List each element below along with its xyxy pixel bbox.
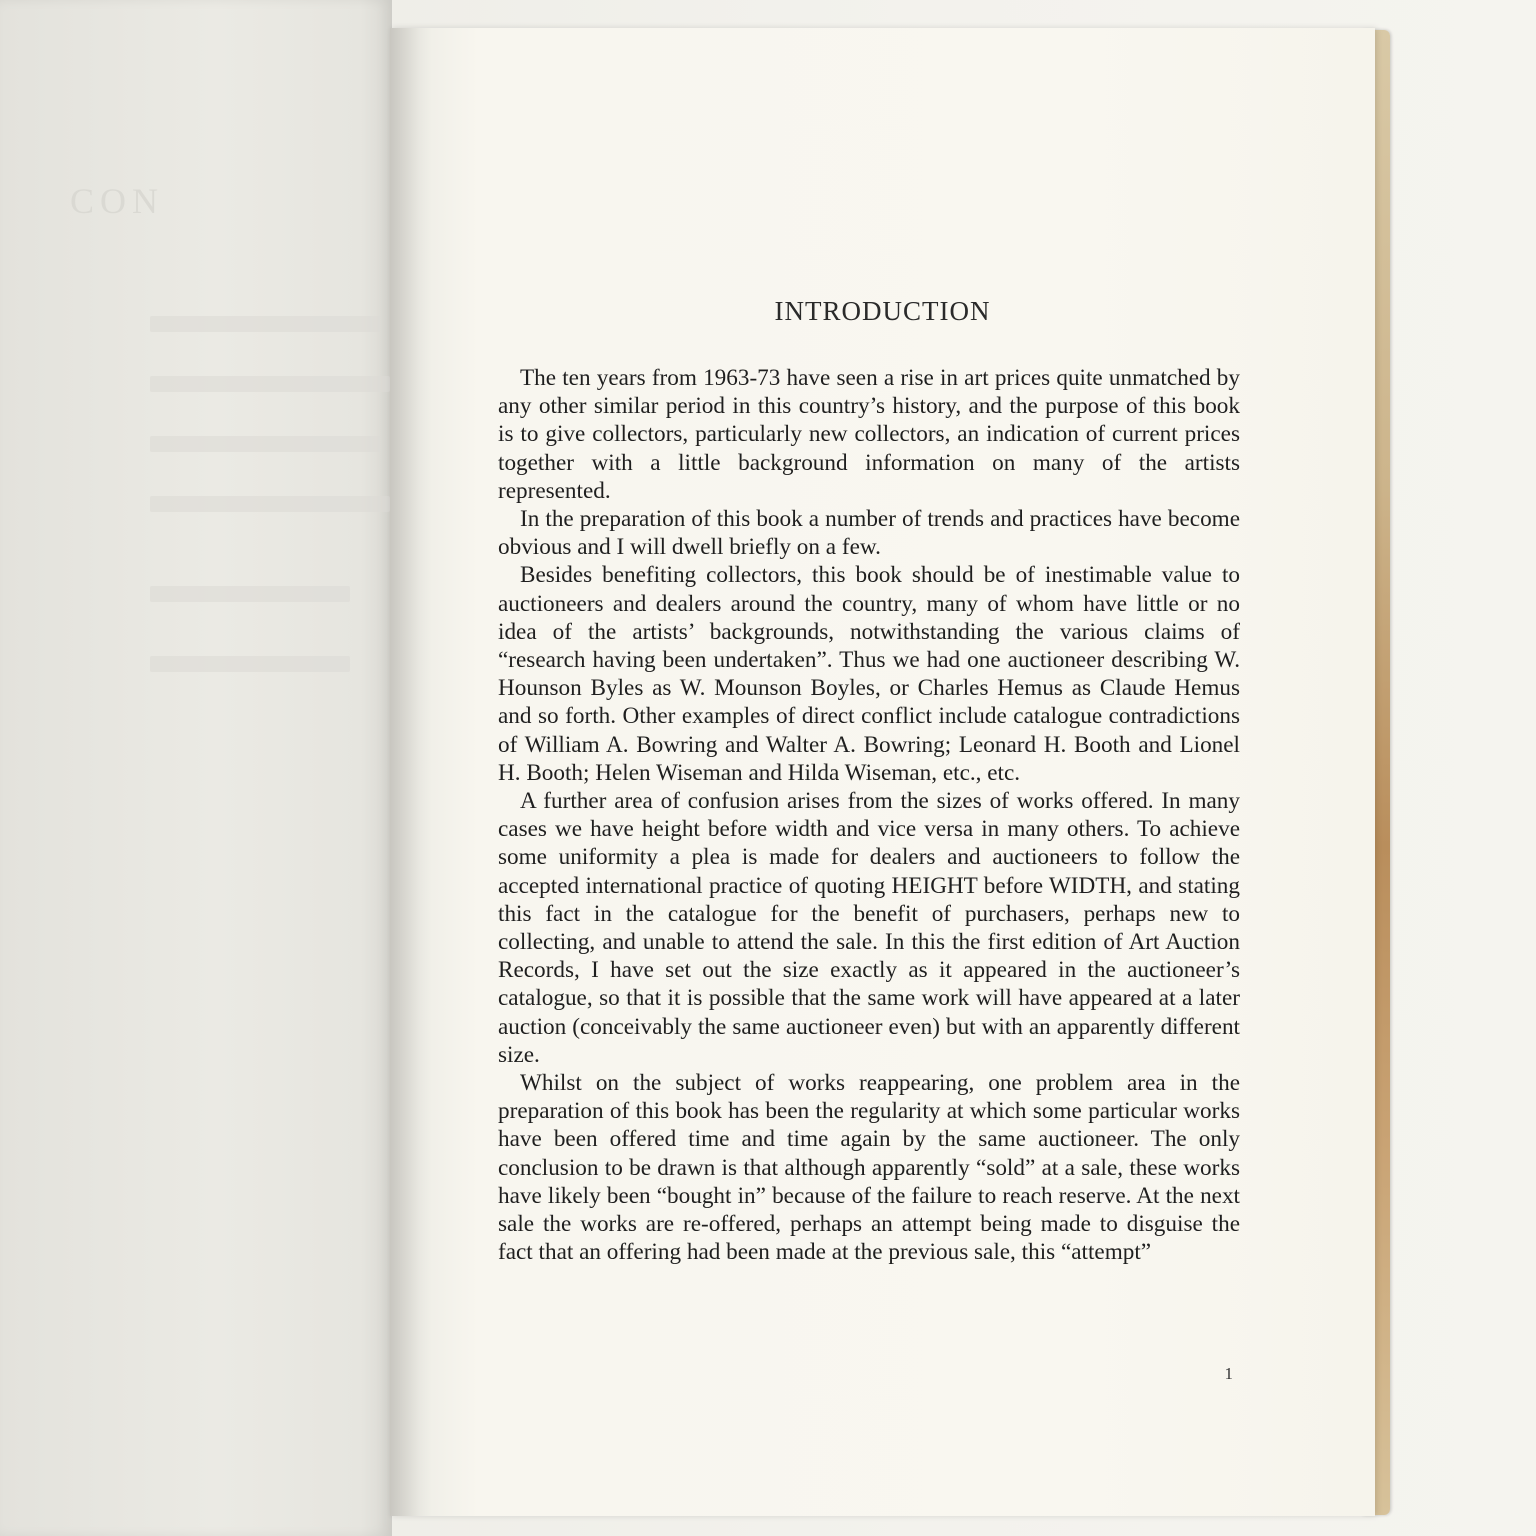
paragraph: In the preparation of this book a number of trends and practices have become obvious and I will dwell briefly on a few. xyxy=(498,506,1240,561)
show-through-line xyxy=(150,656,350,672)
page-heading: INTRODUCTION xyxy=(774,296,991,326)
page-number: 1 xyxy=(1224,1364,1233,1383)
show-through-line xyxy=(150,436,380,452)
show-through-line xyxy=(150,496,390,512)
page-gutter-shadow xyxy=(390,28,432,1516)
right-page xyxy=(390,28,1375,1516)
show-through-line xyxy=(150,376,390,392)
show-through-line xyxy=(150,586,350,602)
left-page xyxy=(0,0,392,1536)
paragraph: A further area of confusion arises from the sizes of works offered. In many cases we have height before width and vice versa in many others. To achieve some uniformity a plea is made for dealers and auctioneers to follow the accepted international practice of quoting HEIGHT before WIDTH, and stating this fact in the catalogue for the benefit of purchasers, perhaps new to collecting, and unable to attend the sale. In this the first edition of Art Auction Records, I have set out the size exactly as it appeared in the auctioneer’s catalogue, so that it is possible that the same work will have appeared at a later auction (conceivably the same auctioneer even) but with an apparently different size. xyxy=(498,788,1240,1068)
paragraph: The ten years from 1963-73 have seen a rise in art prices quite unmatched by any other similar period in this country’s history, and the purpose of this book is to give collectors, particularly new collectors, an indication of current prices together with a little background information on many of the artists represented. xyxy=(498,365,1240,504)
show-through-line xyxy=(150,316,380,332)
paragraph: Whilst on the subject of works reappearing, one problem area in the preparation of this book has been the regularity at which some particular works have been offered time and time again by the same auctioneer. The only conclusion to be drawn is that although apparently “sold” at a sale, these works have likely been “bought in” because of the failure to reach reserve. At the next sale the works are re-offered, perhaps an attempt being made to disguise the fact that an offering had been made at the previous sale, this “attempt” xyxy=(498,1070,1240,1266)
body-text xyxy=(498,364,1240,1267)
paragraph: Besides benefiting collectors, this book should be of inestimable value to auctioneers and dealers around the country, many of whom have little or no idea of the artists’ backgrounds, notwithstanding the various claims of “research having been undertaken”. Thus we had one auctioneer describing W. Hounson Byles as W. Mounson Boyles, or Charles Hemus as Claude Hemus and so forth. Other examples of direct conflict include catalogue contradictions of William A. Bowring and Walter A. Bowring; Leonard H. Booth and Lionel H. Booth; Helen Wiseman and Hilda Wiseman, etc., etc. xyxy=(498,562,1240,786)
show-through-text: CON xyxy=(70,181,165,221)
